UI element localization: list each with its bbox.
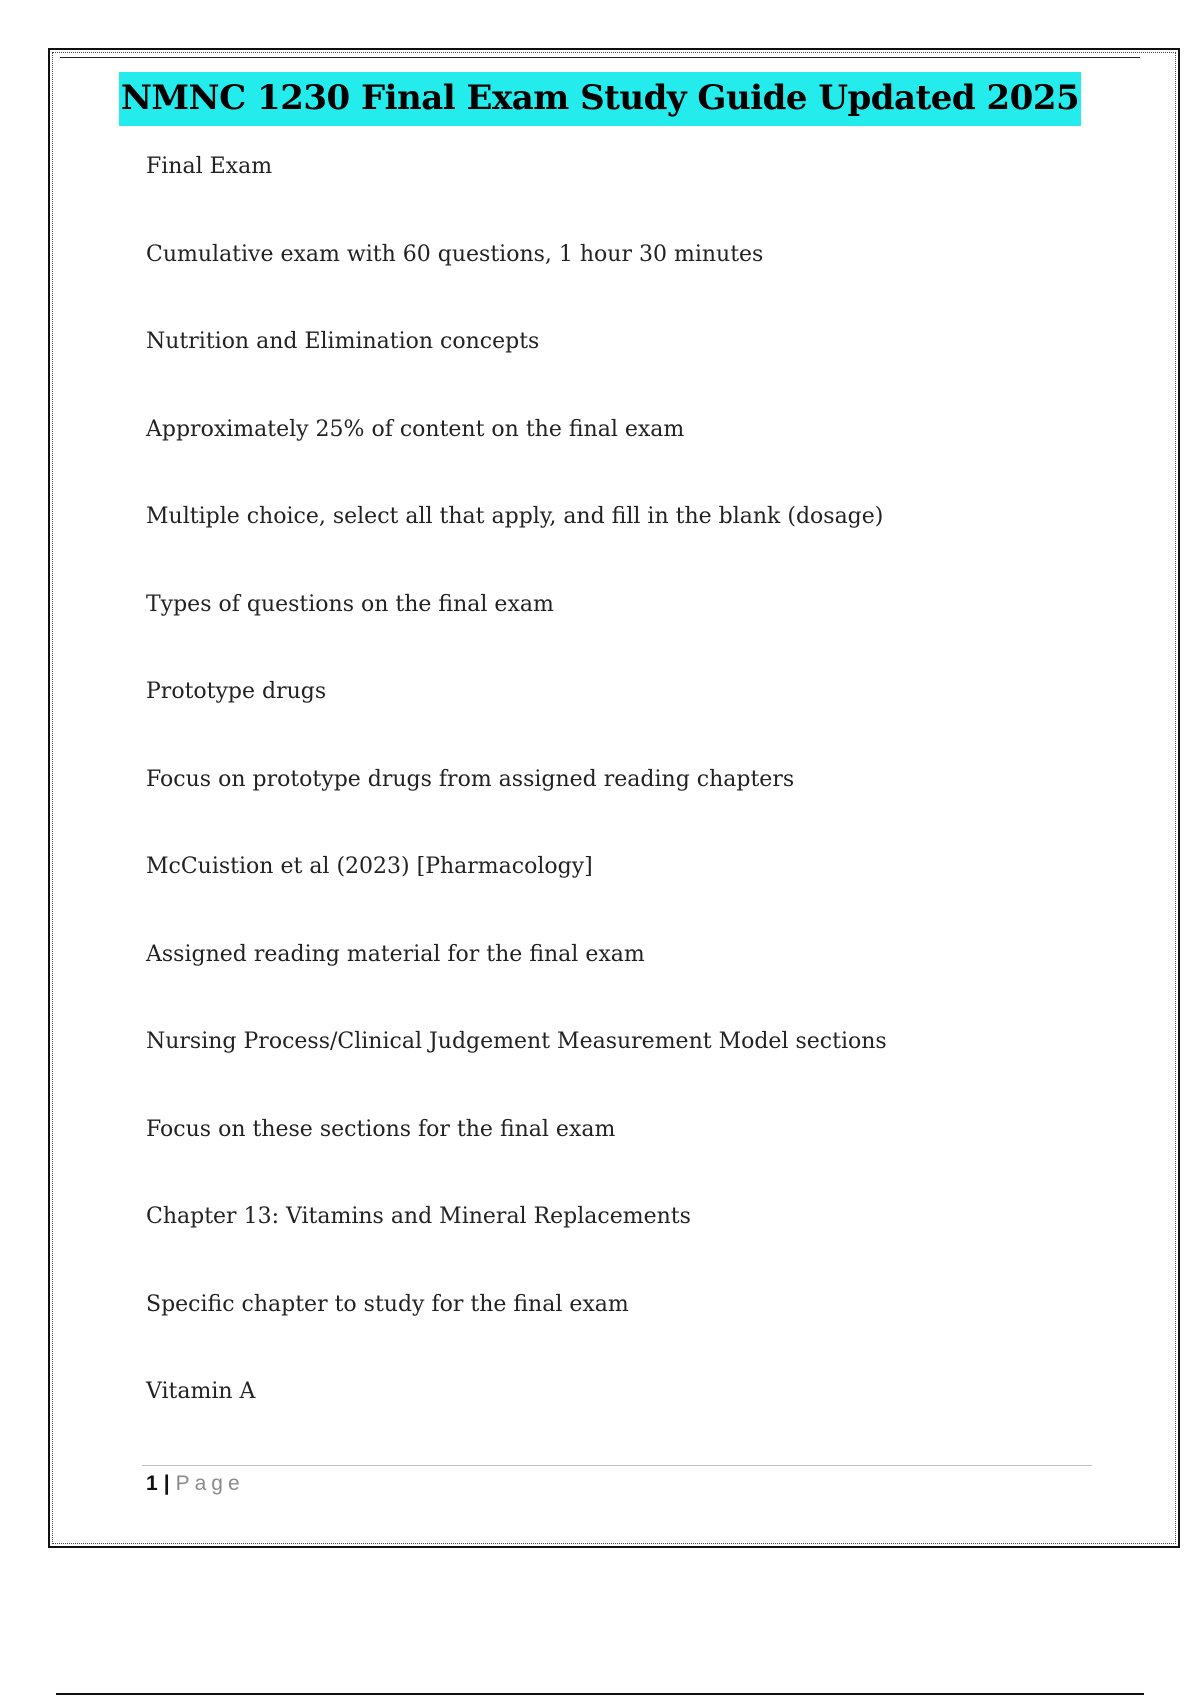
page-label: Page (175, 1472, 245, 1495)
content-line: Chapter 13: Vitamins and Mineral Replacements (146, 1204, 691, 1229)
content-line: Nursing Process/Clinical Judgement Measurement Model sections (146, 1029, 887, 1054)
title-container (0, 72, 1200, 126)
top-rule (60, 57, 1140, 58)
content-line: Focus on these sections for the final exam (146, 1116, 616, 1142)
content-lines (146, 152, 1106, 1465)
content-line: Cumulative exam with 60 questions, 1 hour 30 minutes (146, 241, 764, 267)
content-line: Approximately 25% of content on the final exam (146, 416, 685, 442)
page-footer (146, 1470, 245, 1498)
content-line: Specific chapter to study for the final exam (146, 1291, 629, 1317)
content-line: Prototype drugs (146, 679, 327, 704)
content-line: Multiple choice, select all that apply, and fill in the blank (dosage) (146, 504, 884, 529)
bottom-rule (56, 1693, 1144, 1695)
page-number: 1 (146, 1472, 158, 1495)
footer-separator: | (163, 1472, 170, 1495)
content-line: Types of questions on the final exam (146, 591, 554, 617)
content-line: Nutrition and Elimination concepts (146, 329, 540, 354)
content-line: McCuistion et al (2023) [Pharmacology] (146, 854, 593, 879)
content-line: Vitamin A (146, 1379, 256, 1404)
content-line: Final Exam (146, 154, 273, 179)
content-line: Focus on prototype drugs from assigned reading chapters (146, 766, 795, 792)
footer-rule (142, 1465, 1092, 1466)
content-line: Assigned reading material for the final exam (146, 941, 645, 967)
document-title: NMNC 1230 Final Exam Study Guide Updated 2025 (119, 72, 1081, 126)
